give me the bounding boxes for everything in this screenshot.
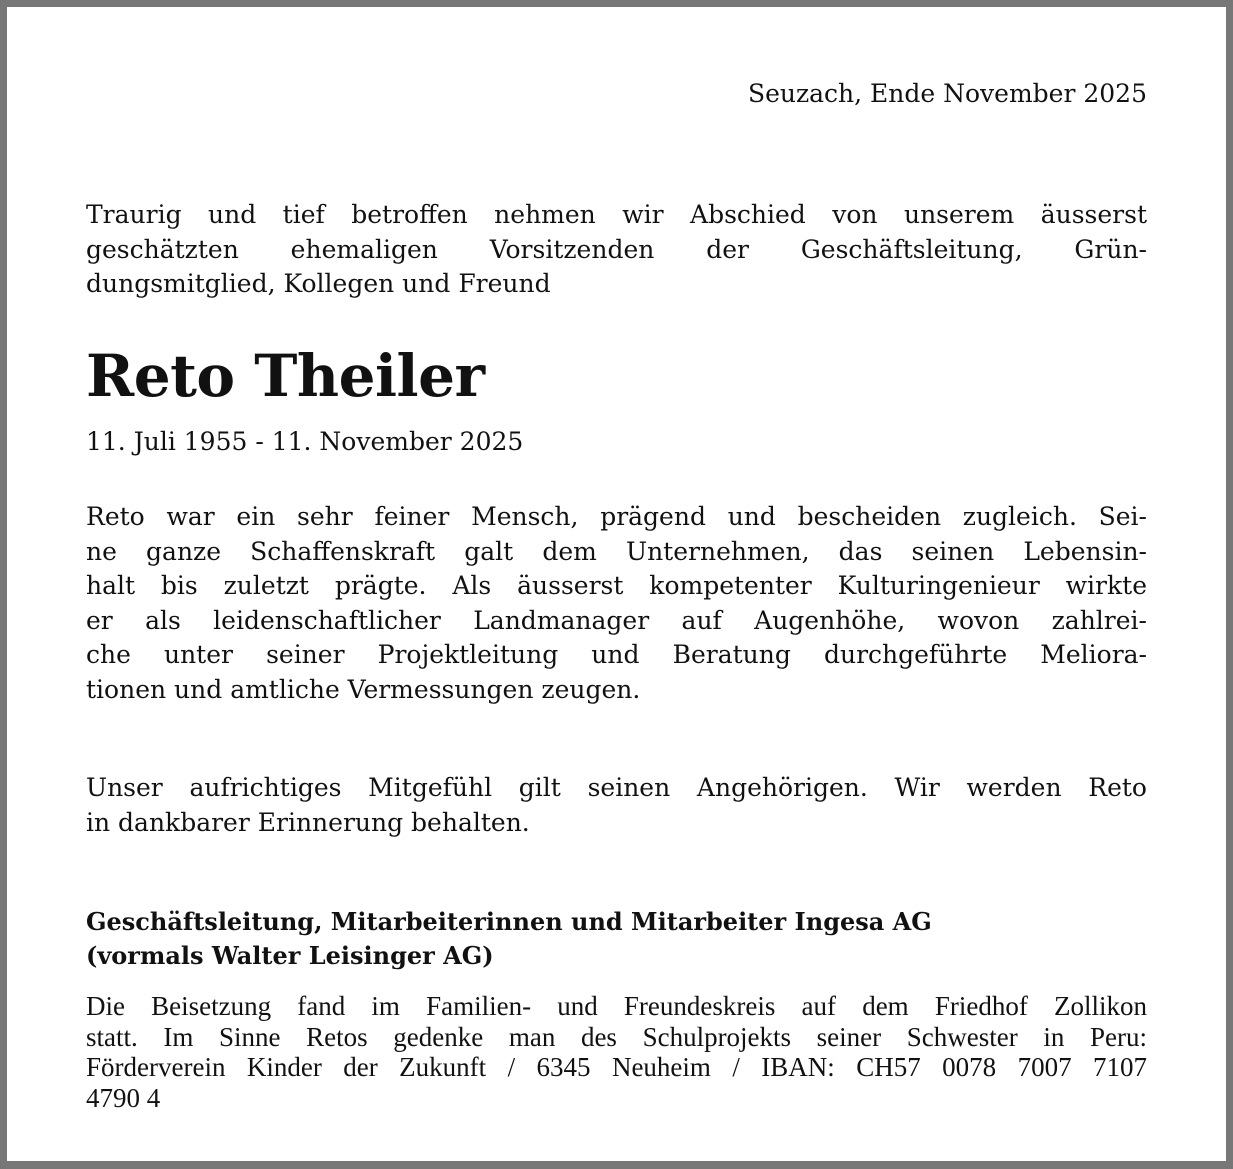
signature-line: (vormals Walter Leisinger AG) [86, 941, 494, 970]
signature-line: Geschäftsleitung, Mitarbeiterinnen und Mitarbeiter Ingesa AG [86, 907, 932, 936]
obituary-page [7, 7, 1226, 1161]
life-dates: 11. Juli 1955 - 11. November 2025 [86, 427, 524, 456]
tribute-line: ne ganze Schaffenskraft galt dem Unternehmen, das seinen Lebensin- [86, 536, 1147, 566]
deceased-name: Reto Theiler [86, 342, 485, 410]
note-line: statt. Im Sinne Retos gedenke man des Schulprojekts seiner Schwester in Peru: [86, 1021, 1147, 1052]
tribute-line: er als leidenschaftlicher Landmanager auf Augenhöhe, wovon zahlrei- [86, 605, 1147, 635]
intro-line: dungsmitglied, Kollegen und Freund [86, 269, 551, 298]
tribute-line: halt bis zuletzt prägte. Als äusserst kompetenter Kulturingenieur wirkte [86, 571, 1147, 600]
condolence-paragraph [86, 771, 1147, 840]
intro-paragraph [86, 198, 1147, 302]
place-date: Seuzach, Ende November 2025 [747, 79, 1147, 108]
condolence-line: Unser aufrichtiges Mitgefühl gilt seinen Angehörigen. Wir werden Reto [86, 773, 1147, 802]
burial-note [86, 991, 1147, 1113]
tribute-line: che unter seiner Projektleitung und Beratung durchgeführte Meliora- [86, 640, 1147, 669]
signature [86, 905, 1147, 973]
tribute-line: Reto war ein sehr feiner Mensch, prägend und bescheiden zugleich. Sei- [86, 502, 1147, 531]
note-line: Förderverein Kinder der Zukunft / 6345 Neuheim / IBAN: CH57 0078 7007 7107 [86, 1052, 1147, 1082]
condolence-line: in dankbarer Erinnerung behalten. [86, 807, 530, 837]
note-line: Die Beisetzung fand im Familien- und Freundeskreis auf dem Friedhof Zollikon [86, 991, 1147, 1021]
intro-line: geschätzten ehemaligen Vorsitzenden der Geschäftsleitung, Grün- [86, 234, 1147, 264]
note-line: 4790 4 [86, 1082, 161, 1113]
intro-line: Traurig und tief betroffen nehmen wir Abschied von unserem äusserst [86, 200, 1147, 229]
tribute-paragraph [86, 500, 1147, 707]
tribute-line: tionen und amtliche Vermessungen zeugen. [86, 674, 641, 704]
